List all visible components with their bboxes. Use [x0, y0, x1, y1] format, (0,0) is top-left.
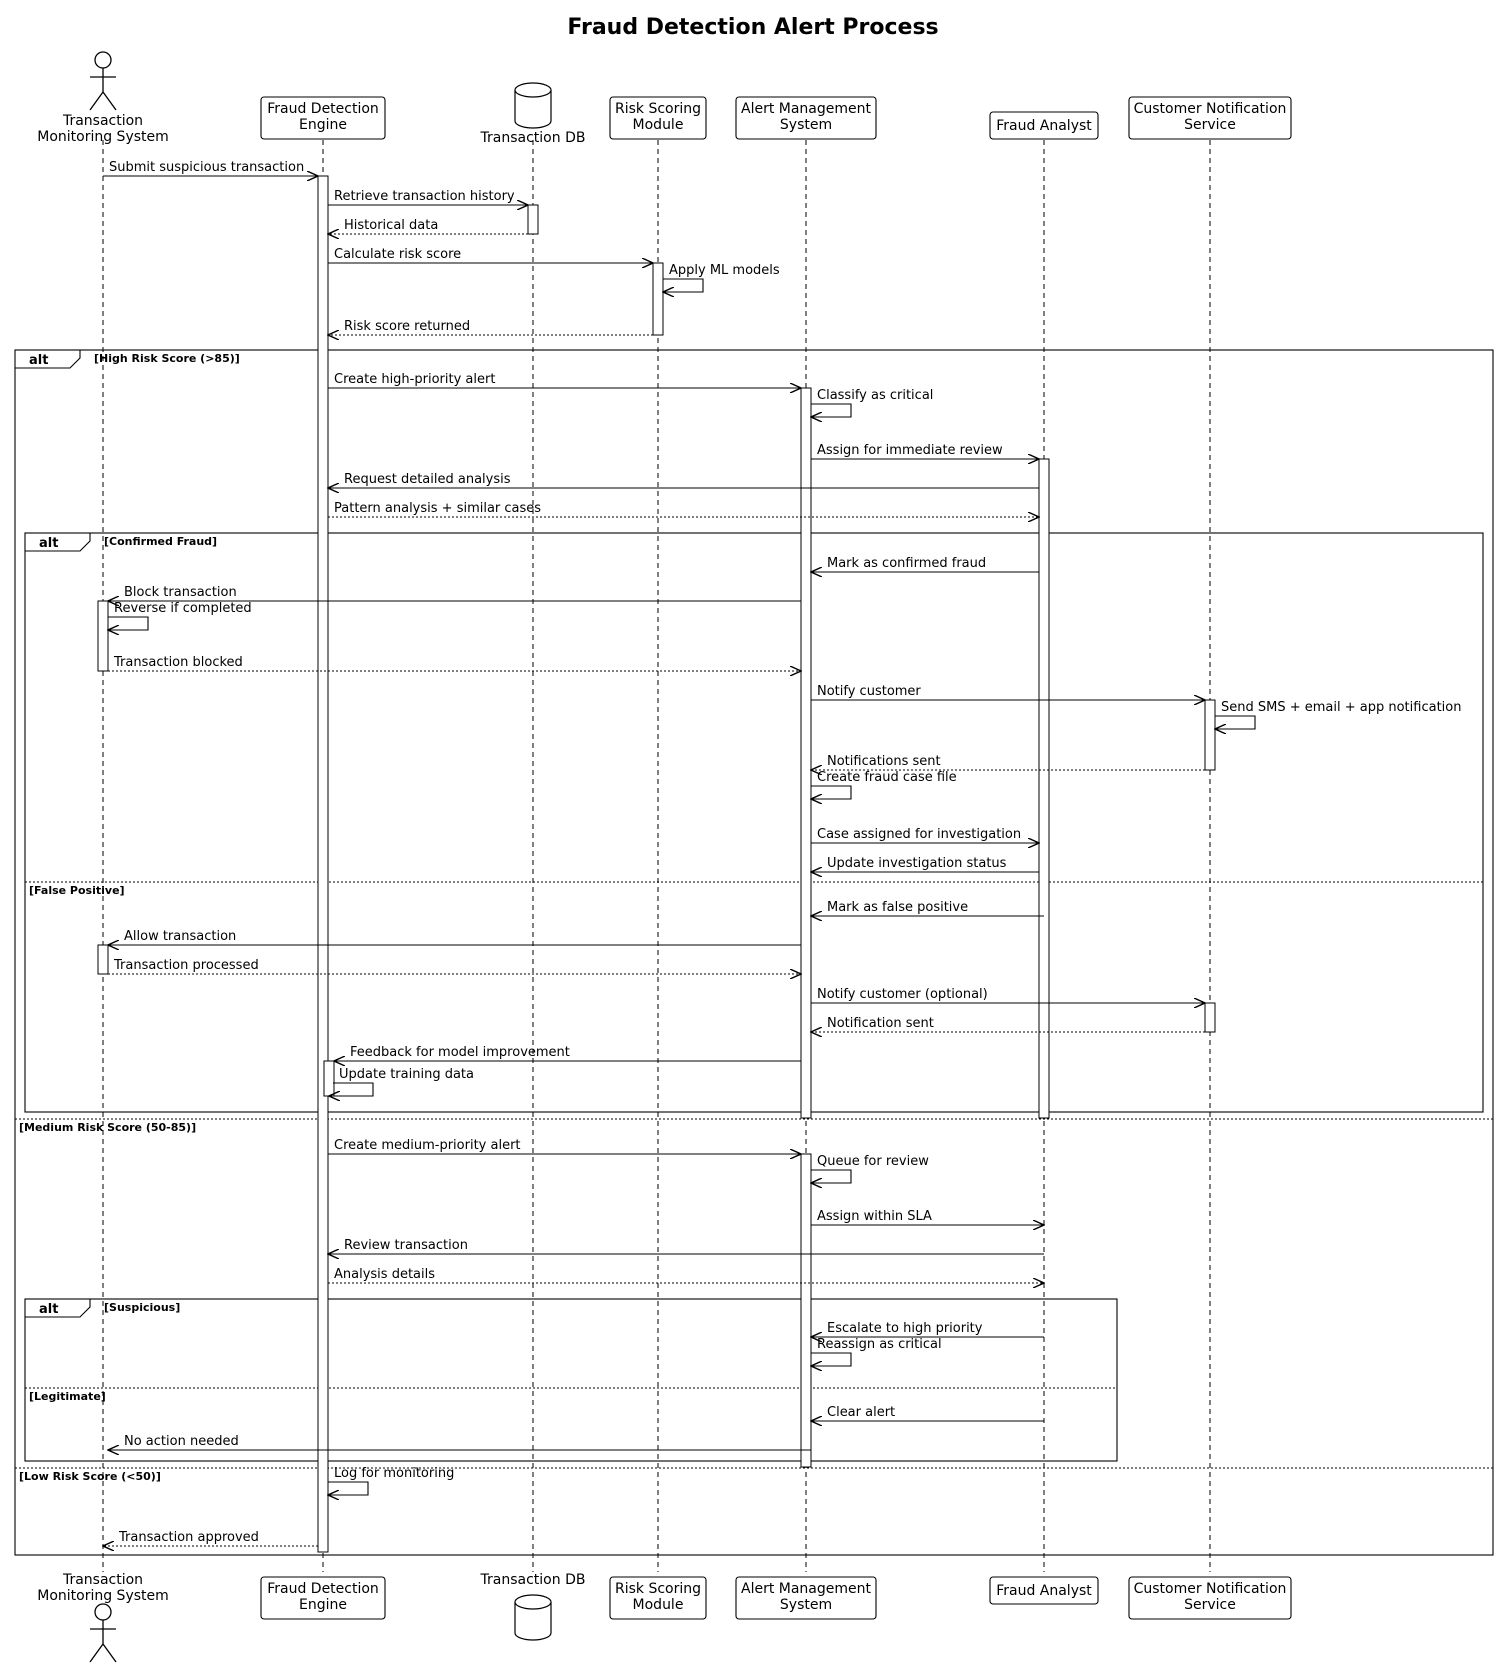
- message-9: [811, 443, 1039, 459]
- participant-label-ams: System: [779, 1597, 833, 1613]
- message-label: Allow transaction: [124, 929, 237, 944]
- message-24: [108, 958, 801, 974]
- message-label: Reverse if completed: [114, 601, 252, 616]
- participant-tms-bottom: [37, 1572, 169, 1662]
- message-label: Block transaction: [124, 585, 237, 600]
- diagram-title: Fraud Detection Alert Process: [567, 15, 939, 40]
- activation-bar-tms: [98, 945, 108, 974]
- participant-label-fde: Fraud Detection: [267, 101, 379, 117]
- message-14: [108, 601, 252, 630]
- message-arrow: [811, 1170, 851, 1183]
- alt-fragment-risk-level: [15, 350, 1493, 1555]
- message-label: Queue for review: [817, 1154, 929, 1169]
- participant-label-rsm: Module: [632, 1597, 684, 1613]
- participant-label-rsm: Risk Scoring: [614, 101, 702, 117]
- message-32: [328, 1238, 1044, 1254]
- activation-bar-cns: [1205, 700, 1215, 770]
- activation-bar-fde: [324, 1061, 334, 1096]
- message-35: [811, 1337, 942, 1366]
- message-12: [811, 556, 1039, 572]
- message-label: Notify customer: [817, 684, 921, 699]
- message-label: Transaction blocked: [114, 655, 243, 670]
- participant-label-tms: Transaction: [62, 113, 144, 129]
- message-label: Apply ML models: [669, 263, 780, 278]
- fragment-keyword: alt: [29, 353, 49, 368]
- participant-db-bottom: [480, 1572, 586, 1640]
- message-37: [108, 1434, 811, 1450]
- message-17: [1215, 700, 1461, 729]
- message-label: Notify customer (optional): [817, 987, 988, 1002]
- database-icon: [515, 83, 551, 128]
- participant-fde-bottom: [261, 1577, 385, 1619]
- participant-label-cns: Service: [1184, 117, 1236, 133]
- message-label: Log for monitoring: [334, 1466, 455, 1481]
- participant-label-rsm: Risk Scoring: [614, 1581, 702, 1597]
- message-label: Create high-priority alert: [334, 372, 496, 387]
- message-13: [108, 585, 801, 601]
- participant-label-cns: Customer Notification: [1133, 101, 1287, 117]
- fragment-guard: [High Risk Score (>85)]: [94, 352, 240, 365]
- message-label: Create medium-priority alert: [334, 1138, 521, 1153]
- message-label: Update training data: [339, 1067, 474, 1082]
- message-29: [328, 1138, 801, 1154]
- fragment-guard: [Confirmed Fraud]: [104, 535, 218, 548]
- actor-icon: [90, 1604, 116, 1662]
- fragment-guard: [Suspicious]: [104, 1301, 181, 1314]
- message-label: Mark as false positive: [827, 900, 969, 915]
- message-label: Analysis details: [334, 1267, 436, 1282]
- fragment-guard: [False Positive]: [29, 884, 125, 897]
- message-label: Submit suspicious transaction: [109, 160, 305, 175]
- message-2: [328, 189, 528, 205]
- message-arrow: [329, 1083, 373, 1096]
- actor-icon: [90, 52, 116, 110]
- message-arrow: [811, 786, 851, 799]
- message-33: [328, 1267, 1044, 1283]
- participant-rsm-top: [610, 97, 706, 139]
- message-arrow: [328, 1482, 368, 1495]
- participant-label-ams: System: [779, 117, 833, 133]
- participant-label-ams: Alert Management: [741, 1581, 871, 1597]
- message-label: Feedback for model improvement: [350, 1045, 570, 1060]
- fragment-keyword: alt: [39, 1302, 59, 1317]
- message-label: No action needed: [124, 1434, 239, 1449]
- activation-bar-rsm: [653, 263, 663, 335]
- message-label: Reassign as critical: [817, 1337, 942, 1352]
- participant-label-tms: Monitoring System: [37, 1588, 169, 1604]
- message-label: Transaction approved: [119, 1530, 259, 1545]
- message-arrow: [108, 617, 148, 630]
- participant-label-db: Transaction DB: [480, 130, 586, 146]
- activation-bar-fde: [318, 176, 328, 1552]
- message-27: [334, 1045, 801, 1061]
- participant-ams-bottom: [736, 1577, 876, 1619]
- message-4: [328, 247, 653, 263]
- message-8: [811, 388, 933, 417]
- participant-cns-top: [1129, 97, 1291, 139]
- activation-bar-cns: [1205, 1003, 1215, 1032]
- fragment-guard: [Medium Risk Score (50-85)]: [19, 1121, 197, 1134]
- participant-label-db: Transaction DB: [480, 1572, 586, 1588]
- participant-label-fde: Fraud Detection: [267, 1581, 379, 1597]
- participant-label-ams: Alert Management: [741, 101, 871, 117]
- message-30: [811, 1154, 929, 1183]
- participant-label-fa: Fraud Analyst: [996, 1583, 1092, 1599]
- message-label: Assign within SLA: [817, 1209, 932, 1224]
- participant-fde-top: [261, 97, 385, 139]
- message-1: [103, 160, 318, 176]
- message-label: Calculate risk score: [334, 247, 462, 262]
- participant-db-top: [480, 83, 586, 146]
- message-5: [663, 263, 780, 292]
- message-label: Mark as confirmed fraud: [827, 556, 987, 571]
- message-7: [328, 372, 801, 388]
- activation-bar-tms: [98, 601, 108, 671]
- message-6: [328, 319, 653, 335]
- message-label: Send SMS + email + app notification: [1221, 700, 1462, 715]
- activation-bar-ams: [801, 388, 811, 1118]
- message-19: [811, 770, 957, 799]
- message-label: Request detailed analysis: [344, 472, 511, 487]
- message-label: Case assigned for investigation: [817, 827, 1022, 842]
- participant-label-fa: Fraud Analyst: [996, 118, 1092, 134]
- message-label: Notifications sent: [827, 754, 941, 769]
- message-3: [328, 218, 528, 234]
- participant-label-fde: Engine: [299, 117, 347, 133]
- message-34: [811, 1321, 1044, 1337]
- participant-label-fde: Engine: [299, 1597, 347, 1613]
- message-arrow: [1215, 716, 1255, 729]
- message-label: Historical data: [344, 218, 439, 233]
- message-16: [811, 684, 1205, 700]
- participant-label-cns: Service: [1184, 1597, 1236, 1613]
- participant-tms-top: [37, 52, 169, 145]
- message-label: Transaction processed: [114, 958, 259, 973]
- message-38: [328, 1466, 454, 1495]
- participant-rsm-bottom: [610, 1577, 706, 1619]
- message-label: Pattern analysis + similar cases: [334, 501, 542, 516]
- message-31: [811, 1209, 1044, 1225]
- database-icon: [515, 1595, 551, 1640]
- message-arrow: [811, 404, 851, 417]
- message-label: Assign for immediate review: [817, 443, 1003, 458]
- message-20: [811, 827, 1039, 843]
- participant-cns-bottom: [1129, 1577, 1291, 1619]
- message-label: Update investigation status: [827, 856, 1007, 871]
- activation-bar-ams: [801, 1154, 811, 1467]
- fragment-guard: [Low Risk Score (<50)]: [19, 1470, 161, 1483]
- participant-label-tms: Transaction: [62, 1572, 144, 1588]
- message-label: Retrieve transaction history: [334, 189, 515, 204]
- activation-bar-db: [528, 205, 538, 234]
- participant-label-rsm: Module: [632, 117, 684, 133]
- message-label: Risk score returned: [344, 319, 471, 334]
- participant-label-tms: Monitoring System: [37, 129, 169, 145]
- message-36: [811, 1405, 1044, 1421]
- participant-fa-bottom: [990, 1577, 1098, 1604]
- message-label: Notification sent: [827, 1016, 934, 1031]
- message-label: Classify as critical: [817, 388, 934, 403]
- message-label: Escalate to high priority: [827, 1321, 983, 1336]
- alt-fragment-fraud-outcome: [25, 533, 1483, 1112]
- message-25: [811, 987, 1205, 1003]
- participant-ams-top: [736, 97, 876, 139]
- fragment-guard: [Legitimate]: [29, 1390, 106, 1403]
- message-26: [811, 1016, 1205, 1032]
- message-arrow: [663, 279, 703, 292]
- message-39: [103, 1530, 318, 1546]
- message-21: [811, 856, 1039, 872]
- participant-label-cns: Customer Notification: [1133, 1581, 1287, 1597]
- message-label: Clear alert: [827, 1405, 896, 1420]
- message-15: [108, 655, 801, 671]
- message-22: [811, 900, 1044, 916]
- message-label: Create fraud case file: [817, 770, 957, 785]
- message-18: [811, 754, 1205, 770]
- message-label: Review transaction: [344, 1238, 468, 1253]
- message-23: [108, 929, 801, 945]
- message-11: [328, 501, 1039, 517]
- message-28: [329, 1067, 474, 1096]
- fragment-keyword: alt: [39, 536, 59, 551]
- activation-bar-fa: [1039, 459, 1049, 1118]
- message-arrow: [811, 1353, 851, 1366]
- message-10: [328, 472, 1039, 488]
- participant-fa-top: [990, 112, 1098, 139]
